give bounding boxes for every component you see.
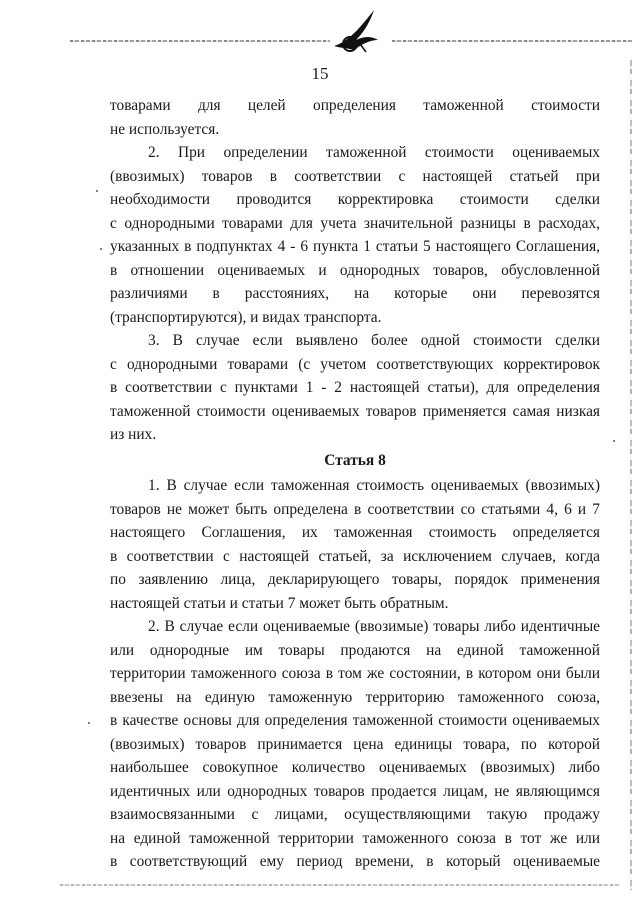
text-line: (ввозимых) товаров в соответствии с настоящей статьей при <box>110 167 600 185</box>
scan-top-border-right <box>392 40 632 42</box>
text-line: с однородными товарами для учета значительной разницы в расходах, <box>110 214 600 232</box>
text-line: с однородными товарами (с учетом соответствующих корректировок <box>110 355 600 373</box>
article-heading: Статья 8 <box>324 451 386 469</box>
text-line: из них. <box>110 426 157 443</box>
scan-speck <box>96 190 98 192</box>
text-line: товаров не может быть определена в соответствии со статьями 4, 6 и 7 <box>110 500 600 518</box>
scan-bottom-border <box>60 884 620 886</box>
scan-speck <box>100 248 102 250</box>
text-line: товарами для целей определения таможенной стоимости <box>110 97 600 114</box>
text-line: по заявлению лица, декларирующего товары, порядок применения <box>110 571 600 588</box>
document-body <box>110 94 600 874</box>
scan-speck <box>88 722 90 724</box>
text-line: различиями в расстояниях, на которые они перевозятся <box>110 285 600 302</box>
text-line: наибольшее совокупное количество оцениваемых (ввозимых) либо <box>110 759 600 776</box>
scan-speck <box>613 440 615 442</box>
text-line: не используется. <box>110 120 220 138</box>
text-line: территории таможенного союза в том же состоянии, в котором они были <box>110 665 600 682</box>
text-line: или однородные им товары продаются на единой таможенной <box>110 641 600 659</box>
text-line: 1. В случае если таможенная стоимость оцениваемых (ввозимых) <box>148 477 600 494</box>
scan-top-border-left <box>70 40 330 42</box>
text-line: идентичных или однородных товаров продается лицам, не являющимся <box>110 782 600 800</box>
text-line: в соответствующий ему период времени, в который оцениваемые <box>110 853 600 870</box>
text-line: в отношении оцениваемых и однородных товаров, обусловленной <box>110 261 600 279</box>
scan-right-edge <box>630 60 632 890</box>
text-line: 2. При определении таможенной стоимости оцениваемых <box>148 144 600 161</box>
text-line: настоящего Соглашения, их таможенная стоимость определяется <box>110 524 600 541</box>
text-line: указанных в подпунктах 4 - 6 пункта 1 статьи 5 настоящего Соглашения, <box>110 238 600 255</box>
text-line: необходимости проводится корректировка стоимости сделки <box>110 191 600 208</box>
text-line: (транспортируются), и видах транспорта. <box>110 308 382 326</box>
bird-emblem-icon <box>330 6 382 58</box>
text-line: (ввозимых) товаров принимается цена единицы товара, по которой <box>110 735 600 753</box>
text-line: ввезены на единую таможенную территорию таможенного союза, <box>110 688 600 706</box>
text-line: на единой таможенной территории таможенного союза в тот же или <box>110 829 600 847</box>
text-line: в качестве основы для определения таможенной стоимости оцениваемых <box>110 712 600 729</box>
text-line: в соответствии с пунктами 1 - 2 настоящей статьи), для определения <box>110 379 600 396</box>
text-line: взаимосвязанными с лицами, осуществляющими такую продажу <box>110 806 600 823</box>
text-line: 3. В случае если выявлено более одной стоимости сделки <box>148 332 600 349</box>
text-line: настоящей статьи и статьи 7 может быть обратным. <box>110 594 449 612</box>
text-line: 2. В случае если оцениваемые (ввозимые) товары либо идентичные <box>148 618 600 635</box>
text-line: таможенной стоимости оцениваемых товаров применяется самая низкая <box>110 402 600 420</box>
text-line: в соответствии с настоящей статьей, за исключением случаев, когда <box>110 547 600 565</box>
page-number: 15 <box>311 64 329 83</box>
